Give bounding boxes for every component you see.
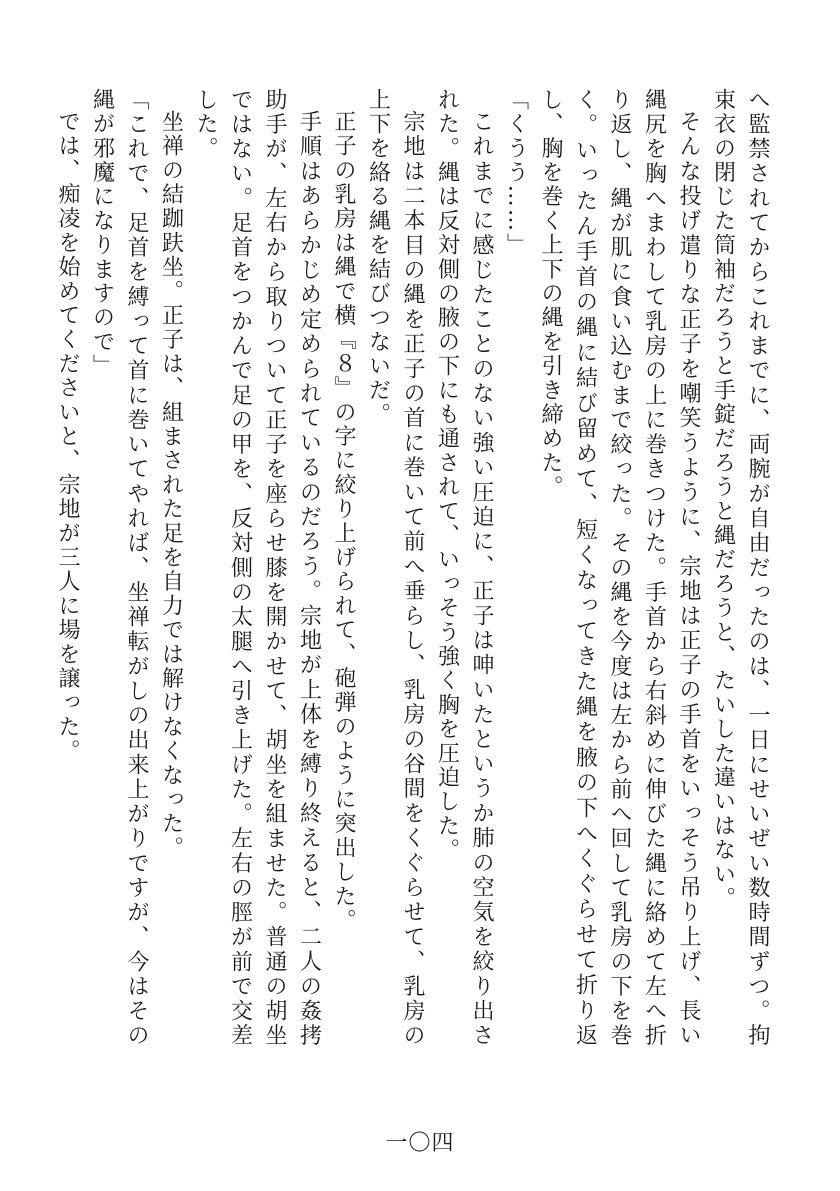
paragraph: これまでに感じたことのない強い圧迫に、正子は呻いたというか肺の空気を絞り出された。縄は反対側の腋の下にも通されて、いっそう強く胸を圧迫した。 (434, 88, 494, 1048)
paragraph: 坐禅の結跏趺坐。正子は、組まされた足を自力では解けなくなった。 (158, 110, 184, 861)
paragraph: そんな投げ遣りな正子を嘲笑うように、宗地は正子の手首をいっそう吊り上げ、長い縄尻を胸へまわして乳房の上に巻きつけた。手首から右斜めに伸びた縄に絡めて左へ折り返し、縄が肌に食い込むまで絞った。その縄を今度は左から前へ回して乳房の下を巻く。いったん手首の縄に結び留めて、短くなってきた縄を腋の下へくぐらせて折り返し、胸を巻く上下の縄を引き締めた。 (538, 88, 701, 1048)
paragraph: 「くうう……」 (503, 88, 529, 258)
page-number: 一〇四 (385, 1131, 455, 1156)
paragraph: 手順はあらかじめ定められているのだろう。宗地が上体を縛り終えると、二人の姦拷助手が、左右から取りついて正子を座らせ膝を開かせて、胡坐を組ませた。普通の胡坐ではない。足首をつかんで足の甲を、反対側の太腿へ引き上げた。左右の脛が前で交差した。 (193, 88, 322, 1048)
vertical-text-body (55, 88, 774, 1048)
paragraph: 宗地は二本目の縄を正子の首に巻いて前へ垂らし、乳房の谷間をくぐらせて、乳房の上下を絡る縄を結びつないだ。 (365, 88, 425, 1048)
paragraph: へ監禁されてからこれまでに、両腕が自由だったのは、一日にせいぜい数時間ずつ。拘束衣の閉じた筒袖だろうと手錠だろうと縄だろうと、たいした違いはない。 (710, 88, 770, 1048)
paragraph: では、痴凌を始めてくださいと、宗地が三人に場を譲った。 (55, 110, 80, 764)
paragraph: 正子の乳房は縄で横『８』の字に絞り上げられて、砲弾のように突出した。 (331, 110, 356, 933)
paragraph: 「これで、足首を縛って首に巻いてやれば、坐禅転がしの出来上がりですが、今はその縄が邪魔になりますので」 (89, 88, 149, 1048)
